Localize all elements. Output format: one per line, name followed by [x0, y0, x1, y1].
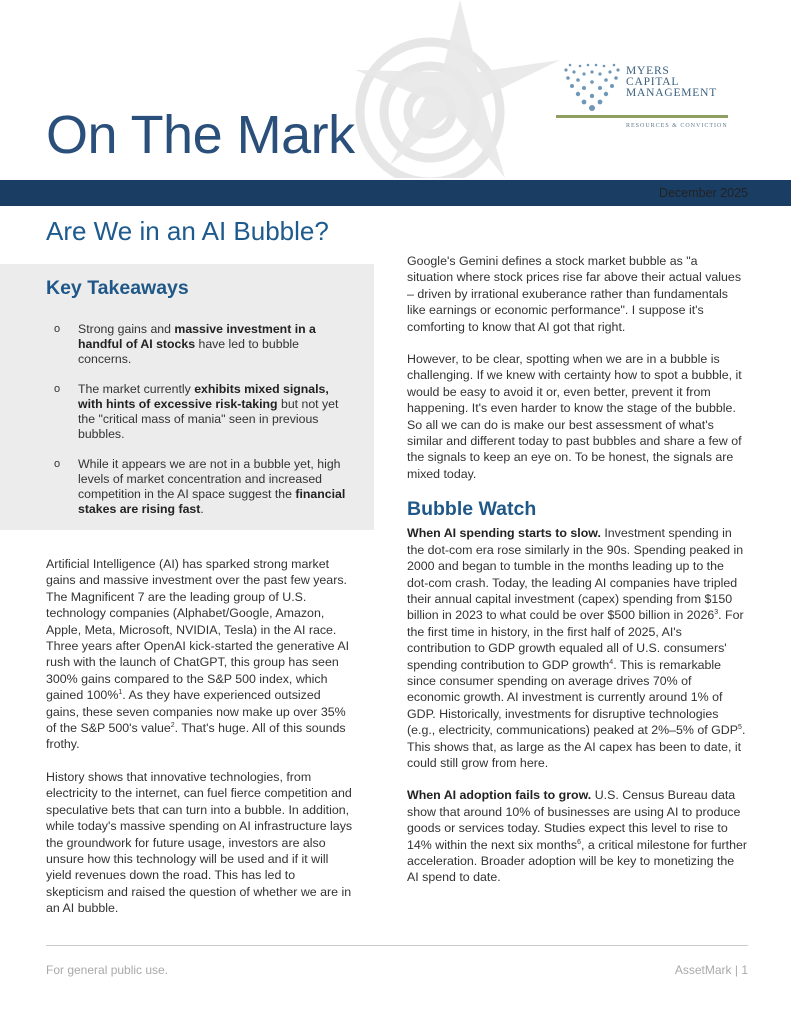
footnote-ref: 2 — [170, 721, 175, 729]
right-column — [407, 253, 747, 902]
issue-date: December 2025 — [659, 186, 748, 200]
footer-page-number: AssetMark | 1 — [674, 963, 748, 977]
logo-wordmark — [626, 66, 717, 99]
bubble-watch-heading: Bubble Watch — [407, 498, 537, 521]
publication-title: On The Mark — [46, 105, 355, 165]
takeaway-item: o Strong gains and massive investment in a handful of AI stocks have led to bubble concerns. — [54, 322, 316, 366]
paragraph-definition: Google's Gemini defines a stock market bubble as "a situation where stock prices rise far above their actual values – driven by irrational exuberance rather than fundamentals like earnings or economic performance". I suppose it's comforting to know that AI got that right. — [407, 254, 742, 334]
footnote-ref: 5 — [738, 724, 742, 732]
bullet-icon: o — [54, 383, 61, 395]
left-column — [46, 556, 356, 933]
logo-line-3: MANAGEMENT — [626, 87, 718, 99]
star-target-watermark — [330, 0, 560, 178]
dotted-fan-logo-icon — [560, 62, 624, 114]
footnote-ref: 4 — [609, 658, 614, 666]
bullet-icon: o — [54, 323, 61, 335]
article-title: Are We in an AI Bubble? — [46, 216, 329, 246]
paragraph-challenge: However, to be clear, spotting when we are in a bubble is challenging. If we knew with certainty how to spot a bubble, it would be easy to avoid it or, even better, prevent it from happening. It's even harder to know the stage of the bubble. So all we can do is make our best assessment of what's similar and different today to past bubbles and share a few of the signals to keep an eye on. To be honest, the signals are mixed today. — [407, 352, 742, 481]
footer-usage-note: For general public use. — [46, 963, 169, 977]
takeaway-item: o The market currently exhibits mixed signals, with hints of excessive risk-taking but not yet the "critical mass of mania" seen in previous bubbles. — [54, 382, 339, 441]
takeaway-item: o While it appears we are not in a bubble yet, high levels of market concentration and increased competition in the AI space suggest the financial stakes are rising fast. — [54, 457, 346, 516]
footnote-ref: 6 — [577, 838, 582, 846]
logo-rule — [556, 115, 728, 118]
paragraph-history: History shows that innovative technologies, from electricity to the internet, can fuel fierce competition and speculative bets that can turn into a bubble. In addition, while today's massive spending on AI infrastructure lays the groundwork for future usage, investors are also unsure how this technology will be used and if it will yield revenues down the road. This has led to skepticism and raised the question of whether we are in an AI bubble. — [46, 769, 353, 916]
logo-line-1: MYERS — [626, 65, 670, 77]
paragraph-intro: Artificial Intelligence (AI) has sparked strong market gains and massive investment over the past few years. The Magnificent 7 are the leading group of U.S. technology companies (Alphabet/Google, Amazon, Apple, Meta, Microsoft, NVIDIA, Tesla) in the AI race. Three years after OpenAI kick-started the generative AI rush with the launch of ChatGPT, this group has seen 300% gains compared to the S&P 500 index, which gained 100%$^1$. As they have experienced outsized gains, these seven companies now make up over 35% of the S&P 500's value$^2$. That's huge. All of this sounds frothy. — [46, 557, 350, 752]
footnote-ref: 1 — [118, 689, 123, 697]
key-takeaways-box — [0, 264, 374, 530]
logo-line-2: CAPITAL — [626, 76, 680, 88]
company-logo — [556, 60, 748, 140]
key-takeaways-heading: Key Takeaways — [46, 277, 189, 299]
bullet-icon: o — [54, 458, 61, 470]
takeaways-list — [54, 322, 354, 532]
footer-divider — [46, 945, 748, 946]
paragraph-ai-spending: When AI spending starts to slow. Investment spending in the dot-com era rose similarly in the 90s. Spending peaked in 2000 and began to tumble in the months leading up to the dot-com crash. Today, the leading AI companies have tripled their annual capital investment (capex) spending from $150 billion in 2023 to what could be over $500 billion in 2026$^3$. For the first time in history, in the first half of 2025, AI's contribution to GDP growth equaled all of U.S. consumers' spending contribution to GDP growth$^4$. This is remarkable since consumer spending on average drives 70% of economic growth. AI investment is currently around 1% of GDP. Historically, investments for disruptive technologies (e.g., electricity, communications) peaked at 2%–5% of GDP$^5$. This shows that, as large as the AI capex has been to date, it could still grow from here. — [407, 526, 746, 770]
footnote-ref: 3 — [714, 609, 719, 617]
paragraph-ai-adoption: When AI adoption fails to grow. U.S. Census Bureau data show that around 10% of businesses are using AI to produce goods or services today. Studies expect this level to rise to 14% within the next six months$^6$, a critical milestone for further acceleration. Broader adoption will be key to monetizing the AI spend to date. — [407, 788, 747, 885]
logo-tagline: RESOURCES & CONVICTION — [626, 123, 728, 129]
